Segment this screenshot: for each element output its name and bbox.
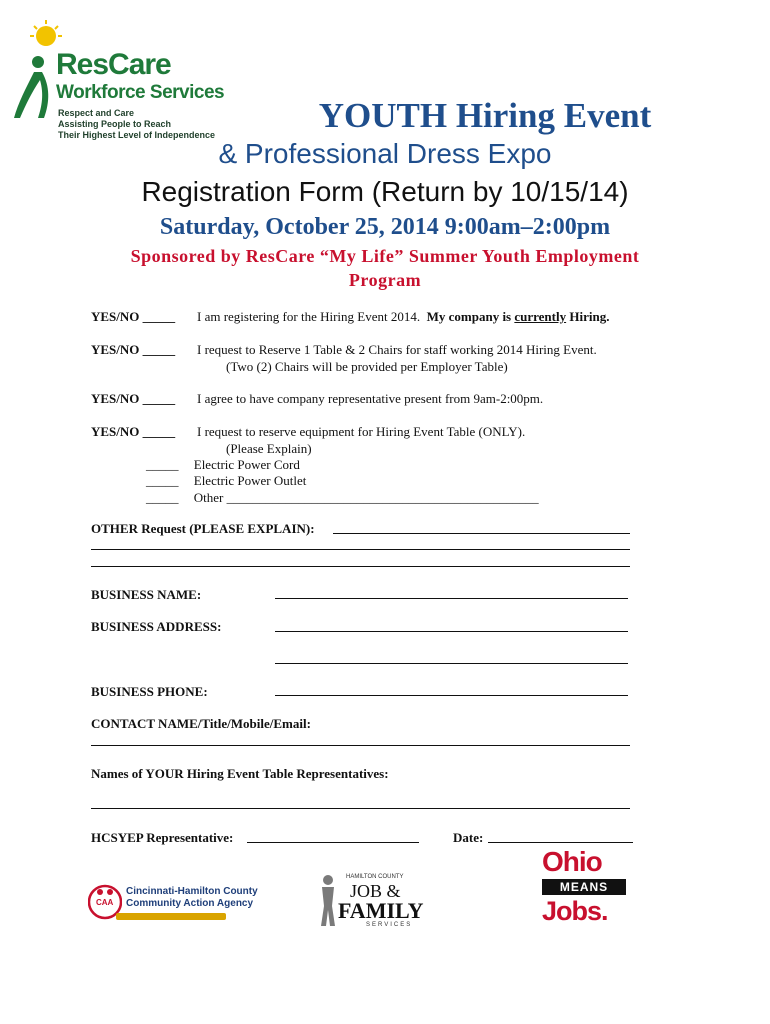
jfs-services: SERVICES	[366, 922, 413, 928]
business-phone-label: BUSINESS PHONE:	[91, 684, 208, 699]
jfs-logo	[316, 870, 426, 932]
event-date: Saturday, October 25, 2014 9:00am–2:00pm	[159, 214, 611, 240]
yesno-field[interactable]: YES/NO _____	[91, 342, 176, 357]
checkbox-blank[interactable]: _____	[146, 490, 179, 505]
business-phone-field[interactable]	[275, 695, 628, 696]
means-banner: MEANS	[542, 879, 626, 895]
rescare-tagline-2: Assisting People to Reach	[58, 119, 172, 129]
question-text-bold: Hiring.	[566, 309, 610, 324]
event-title: YOUTH Hiring Event	[318, 96, 652, 135]
sponsor-line	[105, 244, 665, 292]
sponsor-line-2: Program	[348, 270, 422, 290]
other-request-line[interactable]	[91, 549, 630, 550]
jfs-figure-icon	[316, 872, 340, 928]
hcsyep-label: HCSYEP Representative:	[91, 830, 234, 845]
representatives-field[interactable]	[91, 808, 630, 809]
yesno-field[interactable]: YES/NO _____	[91, 424, 176, 439]
business-name-label: BUSINESS NAME:	[91, 587, 202, 602]
other-request-field[interactable]	[333, 533, 630, 534]
question-2-text: I request to Reserve 1 Table & 2 Chairs for staff working 2014 Hiring Event.	[197, 342, 597, 357]
business-address-field[interactable]	[275, 631, 628, 632]
question-text-underline: currently	[514, 309, 567, 324]
yesno-field[interactable]: YES/NO _____	[91, 309, 176, 324]
jfs-family: FAMILY	[338, 898, 424, 923]
checkbox-blank[interactable]: _____	[146, 457, 179, 472]
date-field[interactable]	[488, 842, 633, 843]
equipment-label: Electric Power Cord	[193, 457, 300, 472]
rescare-subtitle: Workforce Services	[56, 82, 225, 103]
caa-logo	[88, 878, 258, 928]
rescare-wordmark: ResCare	[56, 48, 171, 81]
other-request-line[interactable]	[91, 566, 630, 567]
equipment-item	[146, 456, 300, 473]
question-3	[91, 390, 175, 407]
equipment-item	[146, 472, 306, 489]
equipment-item	[146, 489, 539, 506]
event-subtitle: & Professional Dress Expo	[218, 138, 552, 169]
registration-title: Registration Form (Return by 10/15/14)	[141, 176, 629, 207]
question-text: I am registering for the Hiring Event 2014.	[197, 309, 427, 324]
representatives-label-text: Names of YOUR Hiring Event Table Representatives:	[91, 766, 389, 781]
caa-name-1: Cincinnati-Hamilton County	[126, 886, 258, 897]
question-4-text: I request to reserve equipment for Hiring Event Table (ONLY).	[197, 424, 526, 439]
ohio-means-jobs-logo	[540, 846, 632, 930]
question-3-text: I agree to have company representative present from 9am-2:00pm.	[197, 391, 544, 406]
question-1-text	[197, 308, 609, 325]
question-4-note: (Please Explain)	[226, 441, 312, 456]
jfs-job: JOB &	[350, 881, 401, 901]
rescare-tagline-3: Their Highest Level of Independence	[58, 130, 216, 140]
business-name-field[interactable]	[275, 598, 628, 599]
other-request-label: OTHER Request (PLEASE EXPLAIN):	[91, 521, 315, 536]
contact-field[interactable]	[91, 745, 630, 746]
jobs-word: Jobs.	[542, 896, 608, 926]
caa-banner	[116, 913, 226, 920]
business-address-field-2[interactable]	[275, 663, 628, 664]
checkbox-blank[interactable]: _____	[146, 473, 179, 488]
sponsor-line-1: Sponsored by ResCare “My Life” Summer Youth Employment	[130, 246, 640, 266]
date-label: Date:	[453, 830, 484, 845]
contact-label: CONTACT NAME/Title/Mobile/Email:	[91, 716, 311, 731]
question-2-note: (Two (2) Chairs will be provided per Employer Table)	[226, 359, 508, 374]
caa-abbr: CAA	[96, 898, 114, 907]
business-address-label: BUSINESS ADDRESS:	[91, 619, 222, 634]
question-2	[91, 341, 175, 358]
caa-name-2: Community Action Agency	[126, 898, 254, 909]
representatives-label	[91, 766, 389, 782]
question-text-bold: My company is	[426, 309, 515, 324]
equipment-label[interactable]: Other ________________________________________________	[193, 490, 539, 505]
rescare-tagline-1: Respect and Care	[58, 108, 135, 118]
equipment-label: Electric Power Outlet	[193, 473, 307, 488]
jfs-county: HAMILTON COUNTY	[346, 874, 404, 880]
ohio-word: Ohio	[542, 846, 602, 877]
yesno-field[interactable]: YES/NO _____	[91, 391, 176, 406]
question-1	[91, 308, 175, 325]
question-4	[91, 423, 175, 440]
hcsyep-field[interactable]	[247, 842, 419, 843]
